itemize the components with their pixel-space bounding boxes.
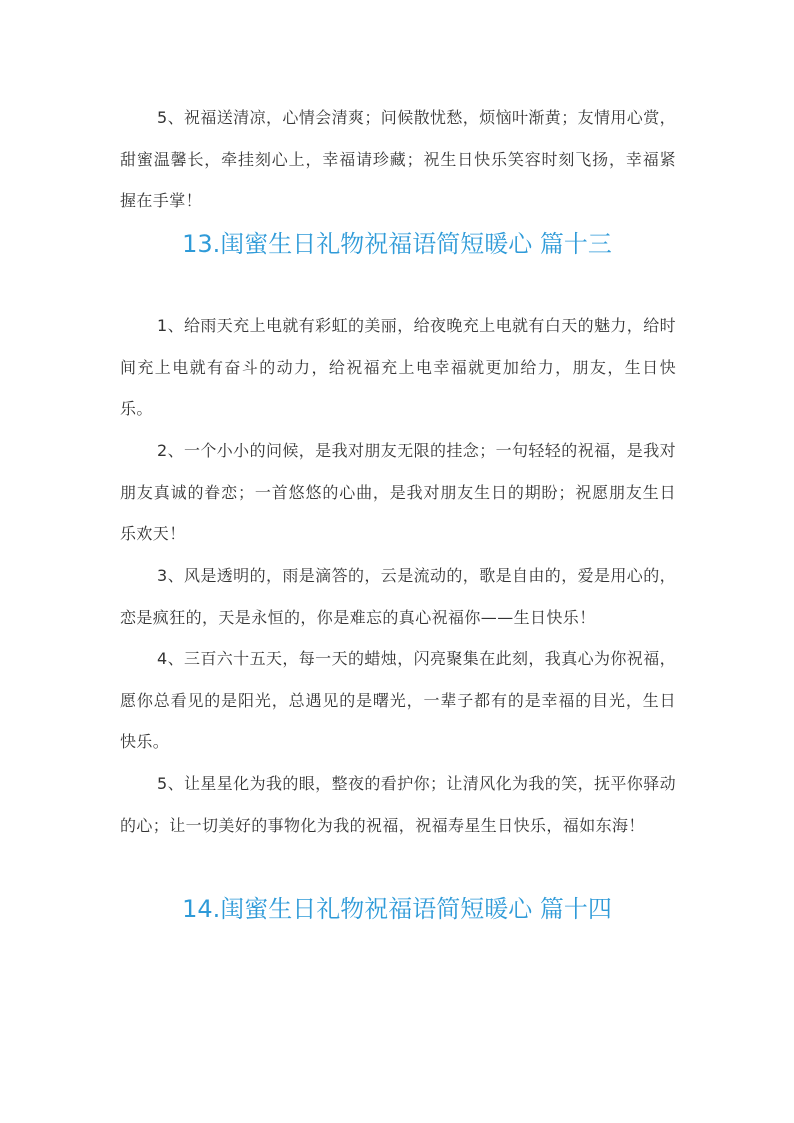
section-heading-13: 13.闺蜜生日礼物祝福语简短暖心 篇十三 — [182, 230, 612, 258]
paragraph-item-3: 3、风是透明的，雨是滴答的，云是流动的，歌是自由的，爱是用心的，恋是疯狂的，天是永恒的，你是难忘的真心祝福你——生日快乐！ — [120, 566, 676, 627]
paragraph-item-1: 1、给雨天充上电就有彩虹的美丽，给夜晚充上电就有白天的魅力，给时间充上电就有奋斗的动力，给祝福充上电幸福就更加给力，朋友，生日快乐。 — [120, 316, 676, 418]
paragraph-item-5: 5、让星星化为我的眼，整夜的看护你；让清风化为我的笑，抚平你驿动的心；让一切美好的事物化为我的祝福，祝福寿星生日快乐，福如东海！ — [120, 774, 676, 835]
paragraph-item-5-top: 5、祝福送清凉，心情会清爽；问候散忧愁，烦恼叶渐黄；友情用心赏，甜蜜温馨长，牵挂刻心上，幸福请珍藏；祝生日快乐笑容时刻飞扬，幸福紧握在手掌！ — [120, 108, 676, 210]
paragraph-item-4: 4、三百六十五天，每一天的蜡烛，闪亮聚集在此刻，我真心为你祝福，愿你总看见的是阳光，总遇见的是曙光，一辈子都有的是幸福的目光，生日快乐。 — [120, 649, 676, 751]
paragraph-item-2: 2、一个小小的问候，是我对朋友无限的挂念；一句轻轻的祝福，是我对朋友真诚的眷恋；一首悠悠的心曲，是我对朋友生日的期盼；祝愿朋友生日乐欢天！ — [120, 441, 676, 543]
section-heading-14: 14.闺蜜生日礼物祝福语简短暖心 篇十四 — [182, 895, 612, 923]
